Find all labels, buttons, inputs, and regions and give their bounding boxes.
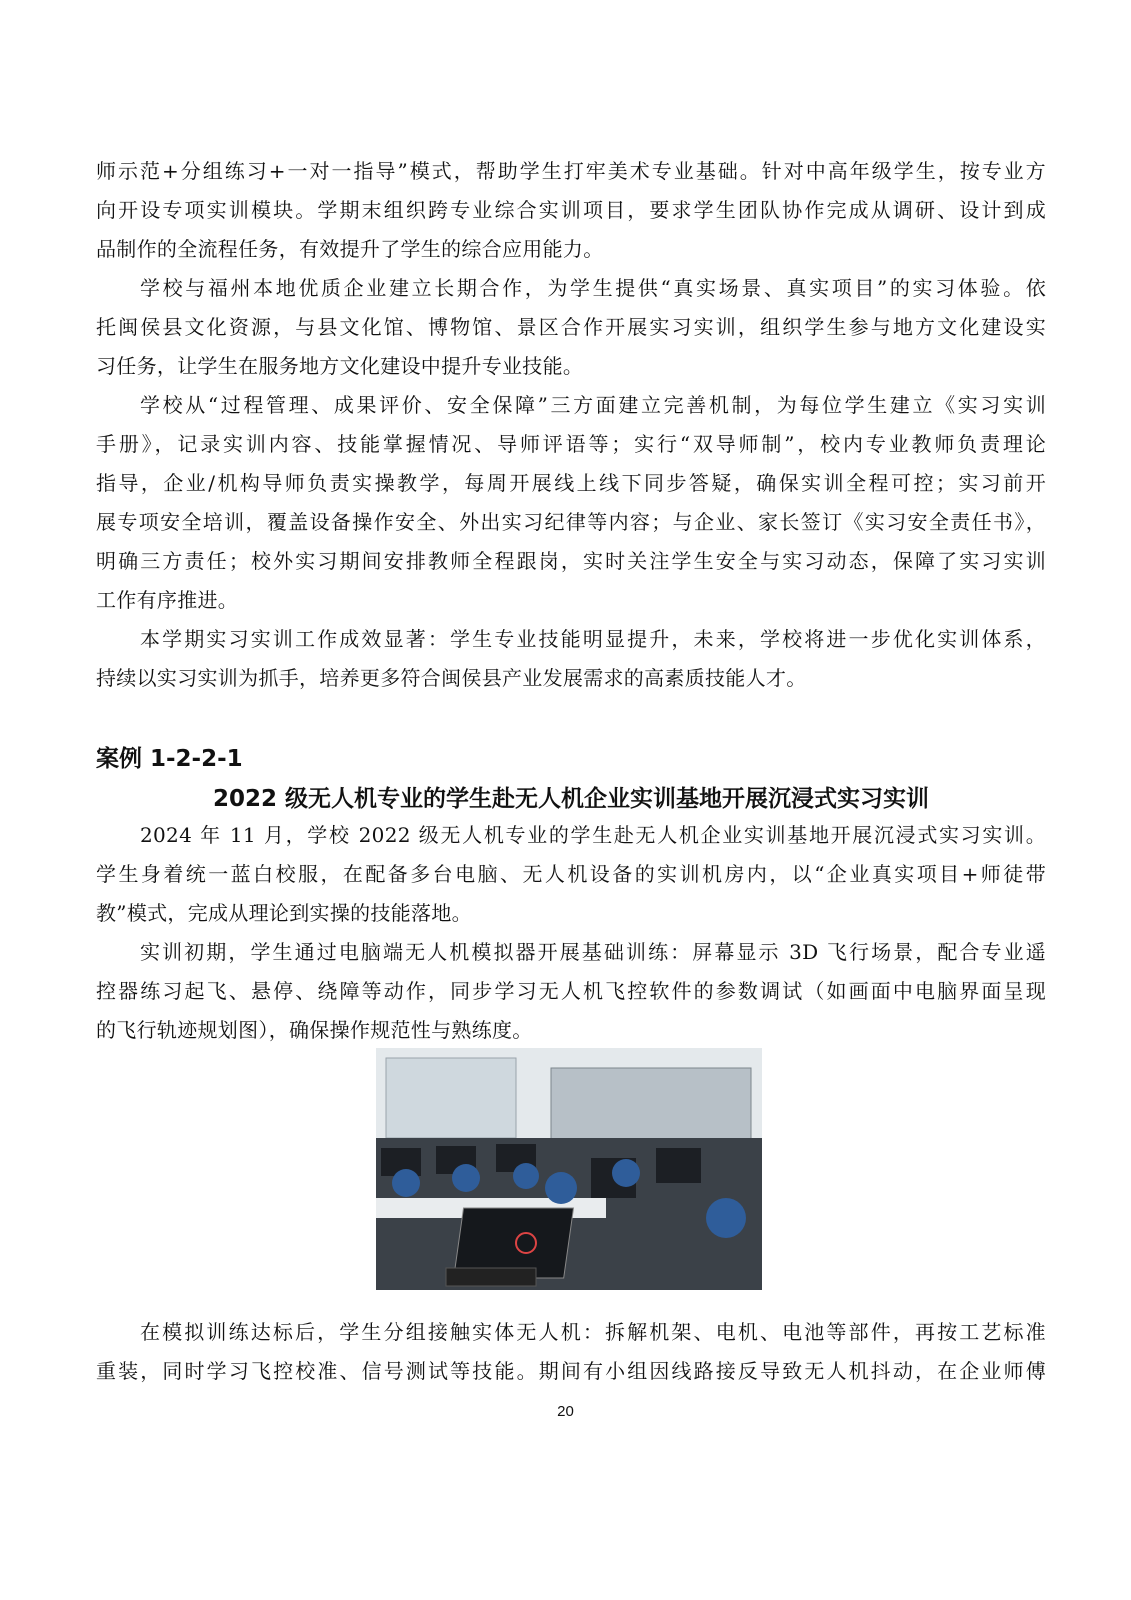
text-line: 师示范+分组练习+一对一指导”模式，帮助学生打牢美术专业基础。针对中高年级学生，按专业方	[96, 159, 1046, 183]
text-line: 学生身着统一蓝白校服，在配备多台电脑、无人机设备的实训机房内，以“企业真实项目+师徒带	[96, 862, 1046, 886]
photo-illustration	[376, 1048, 762, 1290]
paragraph	[96, 620, 1046, 698]
paragraph	[96, 816, 1046, 933]
text-line: 2024 年 11 月，学校 2022 级无人机专业的学生赴无人机企业实训基地开展沉浸式实习实训。	[140, 823, 1046, 847]
page-number: 20	[557, 1403, 574, 1420]
text-line: 本学期实习实训工作成效显著：学生专业技能明显提升，未来，学校将进一步优化实训体系，	[140, 627, 1046, 651]
text-line: 实训初期，学生通过电脑端无人机模拟器开展基础训练：屏幕显示 3D 飞行场景，配合专业遥	[140, 940, 1046, 964]
text-line: 指导，企业/机构导师负责实操教学，每周开展线上线下同步答疑，确保实训全程可控；实习前开	[96, 471, 1046, 495]
body-text-top	[96, 152, 1046, 698]
text-line: 重装，同时学习飞控校准、信号测试等技能。期间有小组因线路接反导致无人机抖动，在企业师傅	[96, 1359, 1046, 1383]
text-line: 托闽侯县文化资源，与县文化馆、博物馆、景区合作开展实习实训，组织学生参与地方文化建设实	[96, 315, 1046, 339]
paragraph	[96, 269, 1046, 386]
paragraph	[96, 152, 1046, 269]
text-line: 学校与福州本地优质企业建立长期合作，为学生提供“真实场景、真实项目”的实习体验。依	[140, 276, 1046, 300]
text-line: 手册》，记录实训内容、技能掌握情况、导师评语等；实行“双导师制”，校内专业教师负责理论	[96, 432, 1046, 456]
text-line: 的飞行轨迹规划图），确保操作规范性与熟练度。	[96, 1018, 533, 1042]
text-line: 向开设专项实训模块。学期末组织跨专业综合实训项目，要求学生团队协作完成从调研、设计到成	[96, 198, 1046, 222]
text-line: 持续以实习实训为抓手，培养更多符合闽侯县产业发展需求的高素质技能人才。	[96, 666, 807, 690]
paragraph	[96, 386, 1046, 620]
case-title: 2022 级无人机专业的学生赴无人机企业实训基地开展沉浸式实习实训	[212, 786, 930, 812]
text-line: 教”模式，完成从理论到实操的技能落地。	[96, 901, 472, 925]
text-line: 明确三方责任；校外实习期间安排教师全程跟岗，实时关注学生安全与实习动态，保障了实习实训	[96, 549, 1046, 573]
body-text-case	[96, 816, 1046, 1050]
paragraph	[96, 1313, 1046, 1391]
body-text-bottom	[96, 1313, 1046, 1391]
paragraph	[96, 933, 1046, 1050]
text-line: 学校从“过程管理、成果评价、安全保障”三方面建立完善机制，为每位学生建立《实习实训	[140, 393, 1046, 417]
case-label: 案例 1-2-2-1	[96, 746, 243, 772]
text-line: 工作有序推进。	[96, 588, 239, 612]
text-line: 在模拟训练达标后，学生分组接触实体无人机：拆解机架、电机、电池等部件，再按工艺标准	[140, 1320, 1046, 1344]
text-line: 习任务，让学生在服务地方文化建设中提升专业技能。	[96, 354, 584, 378]
training-room-photo	[376, 1048, 762, 1290]
text-line: 品制作的全流程任务，有效提升了学生的综合应用能力。	[96, 237, 604, 261]
text-line: 控器练习起飞、悬停、绕障等动作，同步学习无人机飞控软件的参数调试（如画面中电脑界面呈现	[96, 979, 1046, 1003]
text-line: 展专项安全培训，覆盖设备操作安全、外出实习纪律等内容；与企业、家长签订《实习安全责任书》，	[96, 510, 1046, 534]
